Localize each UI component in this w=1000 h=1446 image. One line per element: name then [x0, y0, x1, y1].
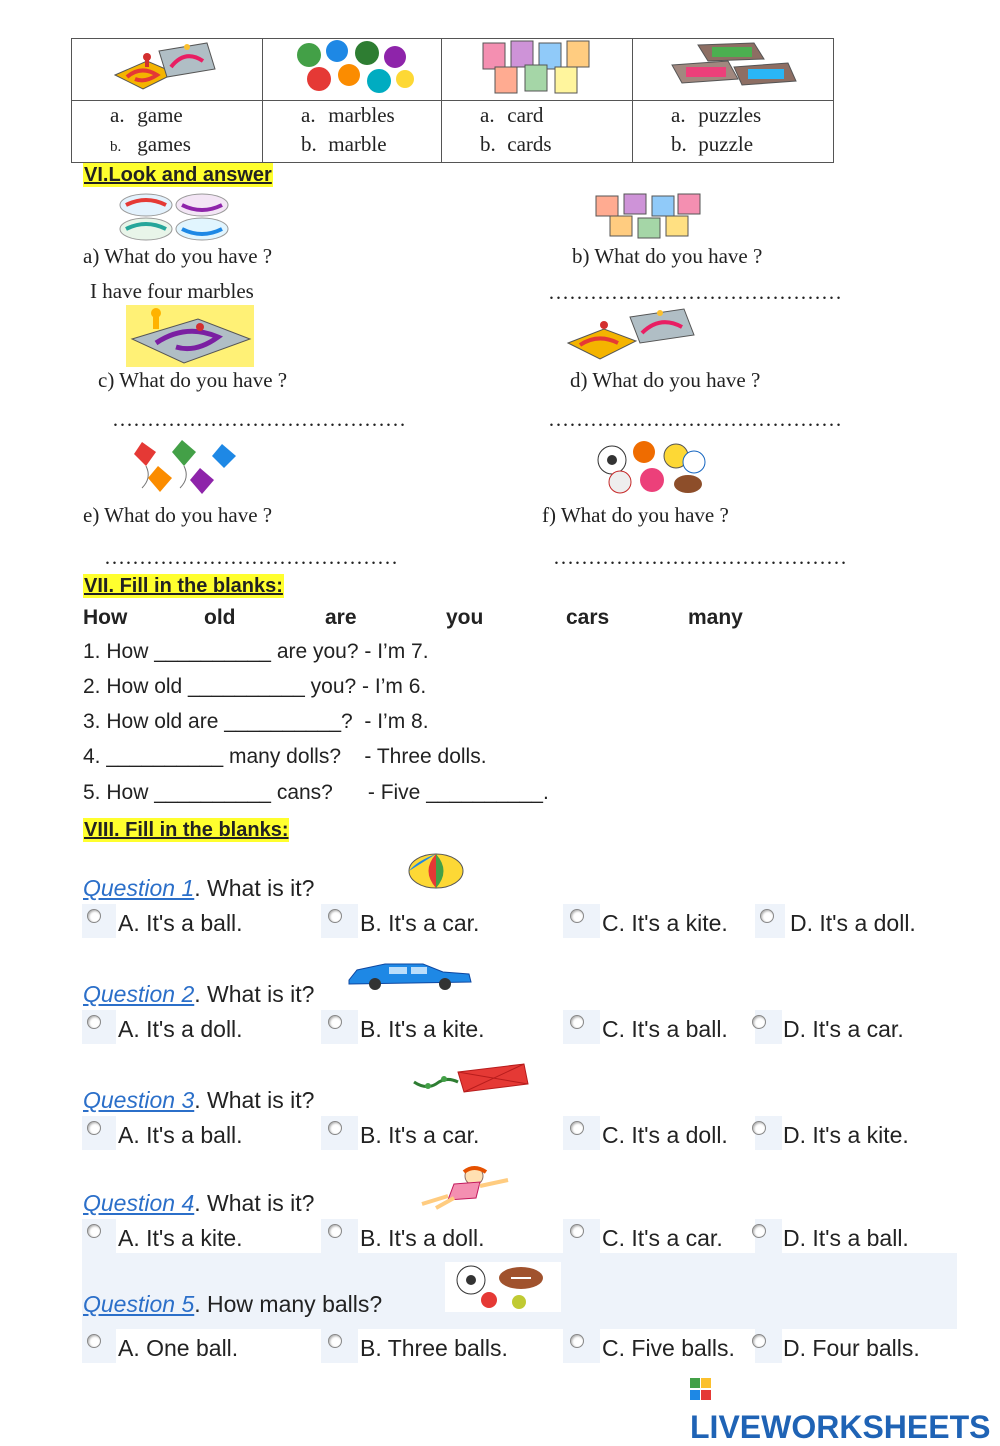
option-a[interactable]: card — [507, 103, 544, 127]
table-cell-options: a. marbles b. marble — [263, 101, 442, 163]
fill-line[interactable]: 2. How old __________ you? - I’m 6. — [83, 675, 427, 698]
option-a[interactable]: game — [137, 103, 183, 127]
question-b: b) What do you have ? — [572, 244, 763, 268]
choice-b[interactable]: B. It's a kite. — [360, 1016, 485, 1042]
question-f: f) What do you have ? — [542, 503, 729, 527]
choice-a[interactable]: A. It's a ball. — [118, 1122, 243, 1148]
liveworksheets-logo-icon — [690, 1376, 712, 1404]
choice-a[interactable]: A. It's a ball. — [118, 910, 243, 936]
radio-button[interactable] — [328, 909, 342, 923]
answer-row — [82, 1329, 957, 1363]
cards-icon — [594, 190, 704, 240]
answer-f-input[interactable]: …………………………………… — [553, 545, 847, 569]
choice-b[interactable]: B. Three balls. — [360, 1335, 508, 1361]
question-title: Question 5. How many balls? — [83, 1291, 383, 1317]
car-icon — [345, 958, 475, 992]
choice-a[interactable]: A. It's a kite. — [118, 1225, 243, 1251]
word-bank-item: cars — [566, 606, 610, 629]
kite-icon — [406, 1062, 532, 1096]
section-heading: VII. Fill in the blanks: — [84, 575, 283, 597]
question-c: c) What do you have ? — [98, 368, 288, 392]
radio-button[interactable] — [570, 909, 584, 923]
question-e: e) What do you have ? — [83, 503, 273, 527]
question-link[interactable]: Question 1 — [83, 875, 195, 901]
choice-a[interactable]: A. One ball. — [118, 1335, 239, 1361]
marbles-icon — [118, 193, 232, 241]
choice-d[interactable]: D. It's a ball. — [783, 1225, 909, 1251]
board-game-icon — [107, 39, 227, 95]
radio-button[interactable] — [328, 1334, 342, 1348]
question-link[interactable]: Question 3 — [83, 1087, 195, 1113]
choice-d[interactable]: D. It's a doll. — [790, 910, 916, 936]
radio-button[interactable] — [87, 1121, 101, 1135]
section-heading: VIII. Fill in the blanks: — [84, 819, 289, 841]
question-d: d) What do you have ? — [570, 368, 761, 392]
question-a: a) What do you have ? — [83, 244, 273, 268]
choice-d[interactable]: D. Four balls. — [783, 1335, 920, 1361]
answer-row — [82, 904, 957, 938]
radio-button[interactable] — [87, 1015, 101, 1029]
answer-row — [82, 1116, 957, 1150]
doll-icon — [414, 1164, 514, 1210]
option-a[interactable]: puzzles — [698, 103, 762, 127]
radio-button[interactable] — [570, 1224, 584, 1238]
liveworksheets-logo[interactable]: LIVEWORKSHEETS — [690, 1372, 1000, 1446]
word-bank-item: are — [325, 606, 357, 629]
board-game-icon — [126, 305, 254, 367]
option-b[interactable]: marble — [328, 132, 387, 156]
table-cell-options: a. puzzles b. puzzle — [633, 101, 834, 163]
word-bank-item: old — [204, 606, 236, 629]
choice-d[interactable]: D. It's a kite. — [783, 1122, 909, 1148]
word-bank-item: How — [83, 606, 128, 629]
question-link[interactable]: Question 5 — [83, 1291, 195, 1317]
option-b[interactable]: puzzle — [698, 132, 754, 156]
board-game-icon — [564, 305, 698, 367]
question-title: Question 4. What is it? — [83, 1190, 315, 1216]
kites-icon — [128, 438, 244, 496]
beach-ball-icon — [407, 853, 465, 889]
balls-icon — [445, 1262, 561, 1312]
choice-d[interactable]: D. It's a car. — [783, 1016, 904, 1042]
choice-b[interactable]: B. It's a car. — [360, 1122, 480, 1148]
table-cell-image — [442, 39, 633, 101]
question-link[interactable]: Question 4 — [83, 1190, 195, 1216]
marbles-icon — [287, 39, 417, 95]
choice-b[interactable]: B. It's a car. — [360, 910, 480, 936]
radio-button[interactable] — [328, 1121, 342, 1135]
fill-line[interactable]: 5. How __________ cans? - Five __________. — [83, 781, 549, 804]
choice-c[interactable]: C. Five balls. — [602, 1335, 735, 1361]
answer-row — [82, 1010, 957, 1044]
answer-a: I have four marbles — [90, 279, 254, 303]
radio-button[interactable] — [760, 909, 774, 923]
question-title: Question 2. What is it? — [83, 981, 315, 1007]
word-bank-item: many — [688, 606, 743, 629]
radio-button[interactable] — [570, 1334, 584, 1348]
section-heading: VI.Look and answer — [84, 164, 272, 186]
question-title: Question 1. What is it? — [83, 875, 315, 901]
puzzles-icon — [668, 39, 798, 95]
radio-button[interactable] — [570, 1121, 584, 1135]
answer-e-input[interactable]: …………………………………… — [104, 545, 398, 569]
table-cell-options: a. card b. cards — [442, 101, 633, 163]
question-link[interactable]: Question 2 — [83, 981, 195, 1007]
radio-button[interactable] — [752, 1334, 766, 1348]
fill-line[interactable]: 1. How __________ are you? - I’m 7. — [83, 640, 429, 663]
choice-c[interactable]: C. It's a kite. — [602, 910, 728, 936]
answer-c-input[interactable]: …………………………………… — [112, 407, 406, 431]
choice-b[interactable]: B. It's a doll. — [360, 1225, 485, 1251]
option-b[interactable]: cards — [507, 132, 552, 156]
option-b[interactable]: games — [137, 132, 191, 156]
table-cell-image — [263, 39, 442, 101]
table-cell-image — [633, 39, 834, 101]
question-title: Question 3. What is it? — [83, 1087, 315, 1113]
radio-button[interactable] — [752, 1224, 766, 1238]
option-a[interactable]: marbles — [328, 103, 395, 127]
radio-button[interactable] — [752, 1121, 766, 1135]
radio-button[interactable] — [87, 1334, 101, 1348]
word-bank-item: you — [446, 606, 484, 629]
answer-b-input[interactable]: …………………………………… — [548, 280, 842, 304]
choice-c[interactable]: C. It's a ball. — [602, 1016, 728, 1042]
radio-button[interactable] — [328, 1224, 342, 1238]
choice-a[interactable]: A. It's a doll. — [118, 1016, 243, 1042]
table-cell-image — [72, 39, 263, 101]
table-cell-options: a. game b. games — [72, 101, 263, 163]
answer-d-input[interactable]: …………………………………… — [548, 407, 842, 431]
cards-icon — [477, 39, 597, 95]
fill-line[interactable]: 3. How old are __________? - I’m 8. — [83, 710, 429, 733]
radio-button[interactable] — [752, 1015, 766, 1029]
choice-c[interactable]: C. It's a doll. — [602, 1122, 728, 1148]
choice-c[interactable]: C. It's a car. — [602, 1225, 723, 1251]
radio-button[interactable] — [87, 1224, 101, 1238]
fill-line[interactable]: 4. __________ many dolls? - Three dolls. — [83, 745, 487, 768]
vocab-table — [71, 38, 834, 163]
balls-icon — [596, 440, 708, 496]
radio-button[interactable] — [570, 1015, 584, 1029]
radio-button[interactable] — [328, 1015, 342, 1029]
radio-button[interactable] — [87, 909, 101, 923]
